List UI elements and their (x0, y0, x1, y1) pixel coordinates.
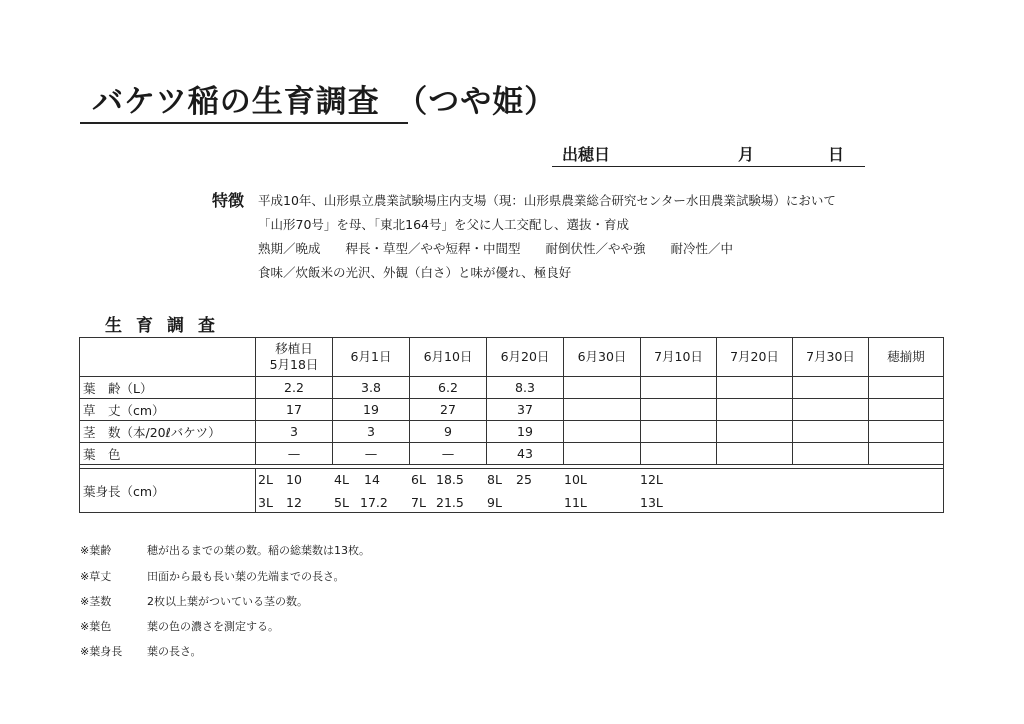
note-text: 葉の長さ。 (147, 645, 202, 658)
data-cell (564, 377, 641, 399)
leaf-id: 8L (487, 472, 502, 487)
header-blank-cell (80, 338, 256, 377)
header-cell: 6月30日 (564, 338, 641, 377)
data-cell (793, 443, 869, 465)
data-cell (564, 399, 641, 421)
table-row-leaf-length (80, 469, 944, 513)
data-cell (564, 443, 641, 465)
data-cell (793, 377, 869, 399)
data-cell (869, 443, 944, 465)
leaf-id: 12L (640, 472, 663, 487)
leaf-length-values (256, 469, 943, 512)
header-transplant-label: 移植日 (275, 341, 313, 356)
data-cell: 37 (487, 399, 564, 421)
section-title: 生育調査 (105, 316, 229, 336)
leaf-value: 18.5 (436, 472, 464, 487)
header-cell: 7月10日 (641, 338, 717, 377)
row-label: 茎 数（本/20ℓバケツ） (80, 421, 256, 443)
row-label: 草 丈（cm） (80, 399, 256, 421)
table-row-leaf-color (80, 443, 944, 465)
header-cell: 6月20日 (487, 338, 564, 377)
leaf-value: 14 (364, 472, 380, 487)
data-cell (793, 399, 869, 421)
header-cell-transplant (256, 338, 333, 377)
heading-date-underline (552, 166, 865, 167)
feature-line: 平成10年、山形県立農業試験場庄内支場（現：山形県農業総合研究センター水田農業試験場）において (258, 193, 836, 208)
data-cell: 6.2 (410, 377, 487, 399)
data-cell (641, 399, 717, 421)
note-key: ※草丈 (80, 570, 112, 583)
data-cell (869, 377, 944, 399)
feature-line: 熟期／晩成 稈長・草型／やや短稈・中間型 耐倒伏性／やや強 耐冷性／中 (258, 241, 734, 256)
leaf-id: 3L (258, 495, 273, 510)
header-cell: 穂揃期 (869, 338, 944, 377)
data-cell: — (410, 443, 487, 465)
leaf-id: 2L (258, 472, 273, 487)
header-cell: 7月30日 (793, 338, 869, 377)
leaf-id: 10L (564, 472, 587, 487)
leaf-id: 11L (564, 495, 587, 510)
leaf-value: 25 (516, 472, 532, 487)
leaf-id: 7L (411, 495, 426, 510)
data-cell: 17 (256, 399, 333, 421)
feature-line: 食味／炊飯米の光沢、外観（白さ）と味が優れ、極良好 (258, 265, 572, 280)
features-label: 特徴 (212, 191, 245, 210)
data-cell: 8.3 (487, 377, 564, 399)
month-label: 月 (738, 145, 755, 164)
data-cell: 3.8 (333, 377, 410, 399)
leaf-id: 9L (487, 495, 502, 510)
data-cell: 19 (333, 399, 410, 421)
row-label: 葉 色 (80, 443, 256, 465)
note-key: ※葉身長 (80, 645, 123, 658)
note-key: ※葉色 (80, 620, 112, 633)
row-label: 葉 齢（L） (80, 377, 256, 399)
data-cell (717, 443, 793, 465)
note-text: 葉の色の濃さを測定する。 (147, 620, 279, 633)
leaf-value: 10 (286, 472, 302, 487)
leaf-id: 5L (334, 495, 349, 510)
row-label: 葉身長（cm） (80, 469, 256, 513)
header-cell: 7月20日 (717, 338, 793, 377)
data-cell (564, 421, 641, 443)
leaf-id: 4L (334, 472, 349, 487)
title-underline (80, 122, 408, 124)
data-cell: — (256, 443, 333, 465)
data-cell (717, 399, 793, 421)
leaf-length-cell (256, 469, 944, 513)
leaf-id: 6L (411, 472, 426, 487)
data-cell: 3 (256, 421, 333, 443)
data-cell (869, 399, 944, 421)
data-cell: 19 (487, 421, 564, 443)
table-row-stem-count (80, 421, 944, 443)
note-text: 田面から最も長い葉の先端までの長さ。 (147, 570, 345, 583)
header-cell: 6月10日 (410, 338, 487, 377)
growth-survey-table (79, 337, 944, 513)
data-cell (641, 377, 717, 399)
feature-line: 「山形70号」を母、「東北164号」を父に人工交配し、選抜・育成 (258, 217, 630, 232)
note-key: ※葉齢 (80, 544, 112, 557)
leaf-id: 13L (640, 495, 663, 510)
header-transplant-date: 5月18日 (269, 357, 319, 372)
leaf-value: 17.2 (360, 495, 388, 510)
table-row-plant-height (80, 399, 944, 421)
data-cell: — (333, 443, 410, 465)
day-label: 日 (828, 145, 845, 164)
note-text: 2枚以上葉がついている茎の数。 (147, 595, 308, 608)
data-cell (641, 443, 717, 465)
data-cell (641, 421, 717, 443)
leaf-value: 12 (286, 495, 302, 510)
data-cell: 43 (487, 443, 564, 465)
data-cell: 9 (410, 421, 487, 443)
page-title: バケツ稲の生育調査 （つや姫） (92, 84, 557, 120)
heading-date-label: 出穂日 (562, 145, 611, 164)
table-row-leaf-age (80, 377, 944, 399)
data-cell (869, 421, 944, 443)
note-key: ※茎数 (80, 595, 112, 608)
data-cell: 2.2 (256, 377, 333, 399)
data-cell (793, 421, 869, 443)
leaf-value: 21.5 (436, 495, 464, 510)
header-cell: 6月1日 (333, 338, 410, 377)
note-text: 穂が出るまでの葉の数。稲の総葉数は13枚。 (147, 544, 370, 557)
data-cell (717, 377, 793, 399)
data-cell: 27 (410, 399, 487, 421)
data-cell (717, 421, 793, 443)
data-cell: 3 (333, 421, 410, 443)
table-header-row (80, 338, 944, 377)
